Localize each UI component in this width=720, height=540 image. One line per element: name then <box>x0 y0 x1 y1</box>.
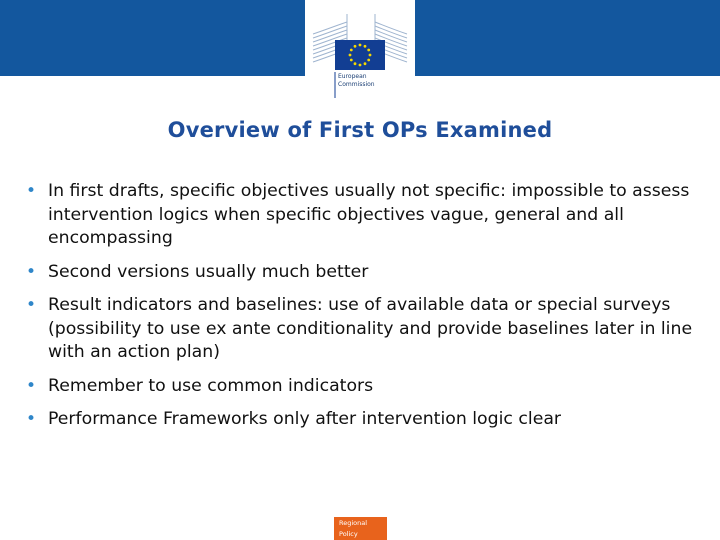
bullet-item <box>24 180 714 251</box>
bullet-text: In first drafts, specific objectives usually not specific: impossible to assess intervention logics when specific objectives vague, general and all encompassing <box>48 181 690 248</box>
bullet-dot-icon: • <box>26 295 37 315</box>
bullet-item <box>24 408 714 432</box>
bullet-dot-icon: • <box>26 181 37 201</box>
logo-line-2: Commission <box>338 81 375 88</box>
bullet-text: Remember to use common indicators <box>48 375 374 396</box>
bullet-list <box>24 180 714 442</box>
badge-line-1: Regional <box>339 519 368 527</box>
slide-title: Overview of First OPs Examined <box>167 118 553 142</box>
bullet-dot-icon: • <box>26 261 37 282</box>
bullet-dot-icon: • <box>26 375 37 396</box>
eu-commission-logo <box>305 0 415 100</box>
bullet-dot-icon: • <box>26 409 37 429</box>
logo-line-1: European <box>338 73 367 80</box>
bullet-item <box>24 294 714 365</box>
badge-line-2: Policy <box>339 529 358 538</box>
bullet-item <box>24 375 714 399</box>
bullet-text: Result indicators and baselines: use of available data or special surveys (possibility to use ex ante conditionality and provide baselines later in line with an action plan) <box>48 295 693 362</box>
bullet-item <box>24 261 714 285</box>
regional-policy-badge <box>334 517 387 540</box>
bullet-text: Second versions usually much better <box>48 261 369 282</box>
bullet-text: Performance Frameworks only after intervention logic clear <box>48 409 562 429</box>
logo-text <box>338 73 375 89</box>
